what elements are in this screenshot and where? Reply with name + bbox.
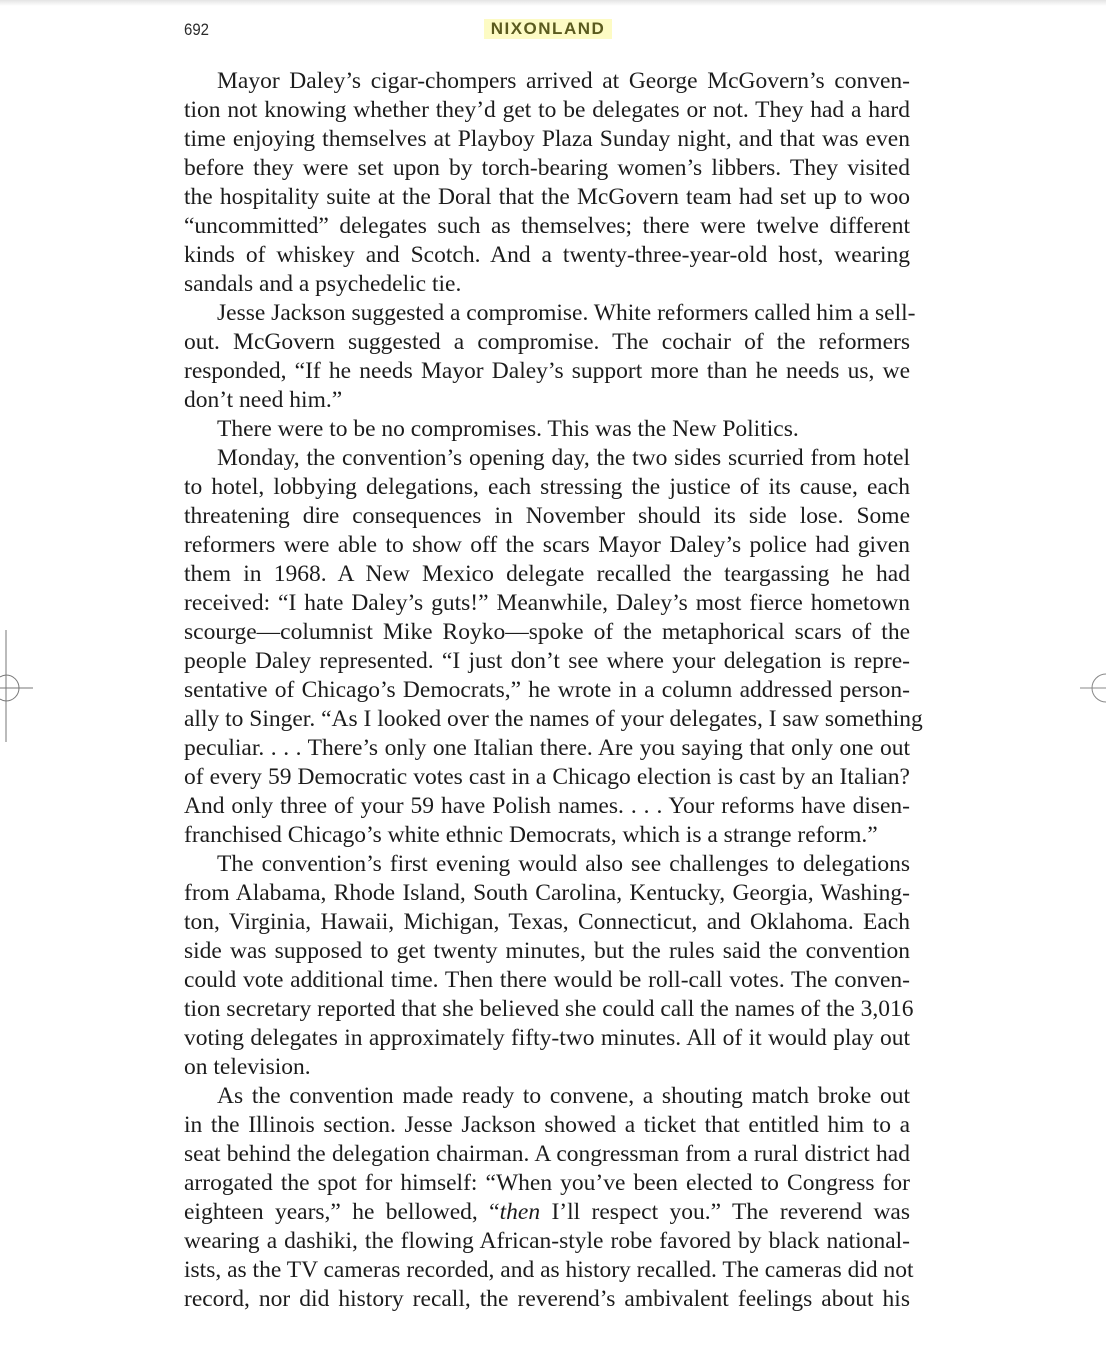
text-line: reformers were able to show off the scars Mayor Daley’s police had given [184,532,910,558]
text-line: received: “I hate Daley’s guts!” Meanwhile, Daley’s most fierce hometown [184,590,910,616]
italic-word: then [499,1199,541,1225]
text-line: wearing a dashiki, the flowing African-style robe favored by black national- [184,1228,910,1254]
text-line: them in 1968. A New Mexico delegate recalled the teargassing he had [184,561,910,587]
paragraph [184,67,910,299]
text-line: peculiar. . . . There’s only one Italian there. Are you saying that only one out [184,735,910,761]
text-span: eighteen years,” he bellowed, “ [184,1199,500,1225]
text-line: side was supposed to get twenty minutes, but the rules said the convention [184,938,910,964]
text-line: sentative of Chicago’s Democrats,” he wrote in a column addressed person- [184,677,910,703]
text-line: Jesse Jackson suggested a compromise. White reformers called him a sell- [217,300,916,326]
text-line: the hospitality suite at the Doral that the McGovern team had set up to woo [184,184,910,210]
text-line: sandals and a psychedelic tie. [184,271,462,297]
text-line: could vote additional time. Then there would be roll-call votes. The conven- [184,967,910,993]
text-span: I’ll respect you.” The reverend was [540,1199,910,1225]
text-line: There were to be no compromises. This was the New Politics. [217,416,799,442]
text-line-italic [184,1198,910,1227]
text-line: tion secretary reported that she believed she could call the names of the 3,016 [184,996,914,1022]
text-line: in the Illinois section. Jesse Jackson showed a ticket that entitled him to a [184,1112,910,1138]
text-line: ally to Singer. “As I looked over the names of your delegates, I saw something [184,706,923,732]
paragraph [184,850,914,1082]
paragraph [184,1082,914,1314]
text-line: Mayor Daley’s cigar-chompers arrived at George McGovern’s conven- [217,68,910,94]
top-shadow [0,0,1106,6]
text-line: ton, Virginia, Hawaii, Michigan, Texas, Connecticut, and Oklahoma. Each [184,909,910,935]
text-line: time enjoying themselves at Playboy Plaza Sunday night, and that was even [184,126,910,152]
text-line: Monday, the convention’s opening day, the two sides scurried from hotel [217,445,910,471]
text-line: franchised Chicago’s white ethnic Democrats, which is a strange reform.” [184,822,878,848]
text-line: threatening dire consequences in November should its side lose. Some [184,503,910,529]
text-line: As the convention made ready to convene, a shouting match broke out [217,1083,910,1109]
text-line: seat behind the delegation chairman. A congressman from a rural district had [184,1141,910,1167]
paragraph [184,299,916,415]
text-line: The convention’s first evening would also see challenges to delegations [217,851,910,877]
running-title: NIXONLAND [484,19,612,39]
text-line: arrogated the spot for himself: “When you’ve been elected to Congress for [184,1170,910,1196]
text-line: out. McGovern suggested a compromise. The cochair of the reformers [184,329,910,355]
page-number: 692 [184,20,209,39]
text-line: people Daley represented. “I just don’t see where your delegation is repre- [184,648,910,674]
running-head [184,18,908,44]
text-line: scourge—columnist Mike Royko—spoke of the metaphorical scars of the [184,619,910,645]
text-line: ists, as the TV cameras recorded, and as history recalled. The cameras did not [184,1257,914,1283]
text-line: And only three of your 59 have Polish names. . . . Your reforms have disen- [184,793,910,819]
text-line: voting delegates in approximately fifty-two minutes. All of it would play out [184,1025,910,1051]
text-line: before they were set upon by torch-bearing women’s libbers. They visited [184,155,910,181]
text-line: on television. [184,1054,311,1080]
text-line: to hotel, lobbying delegations, each stressing the justice of its cause, each [184,474,910,500]
text-line: responded, “If he needs Mayor Daley’s support more than he needs us, we [184,358,910,384]
text-line: of every 59 Democratic votes cast in a Chicago election is cast by an Italian? [184,764,910,790]
registration-mark-left-icon [0,630,40,745]
body-text [184,67,923,1314]
text-line: tion not knowing whether they’d get to be delegates or not. They had a hard [184,97,910,123]
paragraph [184,444,923,850]
registration-mark-right-icon [1080,670,1106,706]
paragraph [184,415,910,444]
text-line: record, nor did history recall, the reverend’s ambivalent feelings about his [184,1286,910,1312]
text-line: kinds of whiskey and Scotch. And a twenty-three-year-old host, wearing [184,242,910,268]
text-line: “uncommitted” delegates such as themselves; there were twelve different [184,213,910,239]
text-line: don’t need him.” [184,387,343,413]
text-line: from Alabama, Rhode Island, South Carolina, Kentucky, Georgia, Washing- [184,880,910,906]
